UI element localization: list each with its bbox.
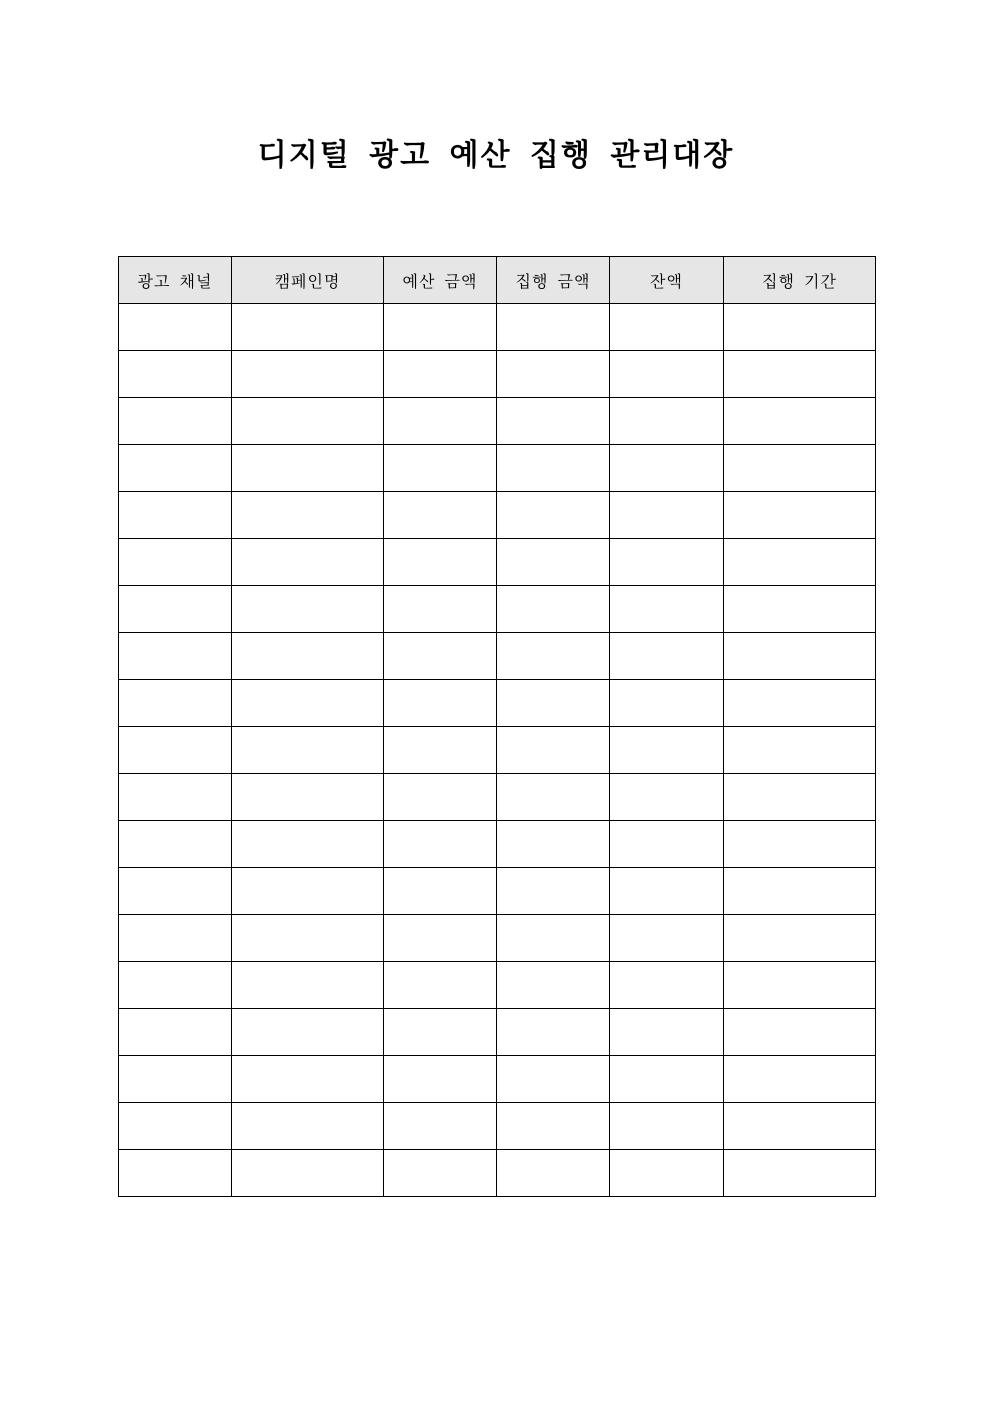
ad-channel-cell[interactable]: [119, 492, 232, 539]
header-campaign-name: 캠페인명: [232, 257, 384, 304]
ad-channel-cell[interactable]: [119, 1103, 232, 1150]
budget-amount-cell[interactable]: [384, 351, 497, 398]
campaign-name-cell[interactable]: [232, 304, 384, 351]
budget-amount-cell[interactable]: [384, 868, 497, 915]
budget-amount-cell[interactable]: [384, 304, 497, 351]
table-row: [119, 492, 876, 539]
table-row: [119, 868, 876, 915]
table-row: [119, 915, 876, 962]
balance-cell[interactable]: [610, 868, 724, 915]
table-body: [119, 304, 876, 1197]
spent-amount-cell[interactable]: [497, 351, 610, 398]
budget-amount-cell[interactable]: [384, 398, 497, 445]
spent-amount-cell[interactable]: [497, 915, 610, 962]
budget-amount-cell[interactable]: [384, 774, 497, 821]
spent-amount-cell[interactable]: [497, 1150, 610, 1197]
campaign-name-cell[interactable]: [232, 727, 384, 774]
period-cell[interactable]: [724, 774, 876, 821]
period-cell[interactable]: [724, 1150, 876, 1197]
ad-channel-cell[interactable]: [119, 962, 232, 1009]
campaign-name-cell[interactable]: [232, 351, 384, 398]
campaign-name-cell[interactable]: [232, 962, 384, 1009]
budget-amount-cell[interactable]: [384, 1009, 497, 1056]
balance-cell[interactable]: [610, 962, 724, 1009]
spent-amount-cell[interactable]: [497, 774, 610, 821]
header-balance: 잔액: [610, 257, 724, 304]
table-header-row: [119, 257, 876, 304]
table-row: [119, 445, 876, 492]
budget-amount-cell[interactable]: [384, 962, 497, 1009]
table-row: [119, 962, 876, 1009]
campaign-name-cell[interactable]: [232, 1103, 384, 1150]
balance-cell[interactable]: [610, 680, 724, 727]
campaign-name-cell[interactable]: [232, 868, 384, 915]
campaign-name-cell[interactable]: [232, 915, 384, 962]
period-cell[interactable]: [724, 304, 876, 351]
spent-amount-cell[interactable]: [497, 727, 610, 774]
campaign-name-cell[interactable]: [232, 539, 384, 586]
balance-cell[interactable]: [610, 398, 724, 445]
budget-amount-cell[interactable]: [384, 727, 497, 774]
campaign-name-cell[interactable]: [232, 398, 384, 445]
campaign-name-cell[interactable]: [232, 1150, 384, 1197]
campaign-name-cell[interactable]: [232, 1009, 384, 1056]
period-cell[interactable]: [724, 586, 876, 633]
table-row: [119, 633, 876, 680]
header-period: 집행 기간: [724, 257, 876, 304]
spent-amount-cell[interactable]: [497, 680, 610, 727]
spent-amount-cell[interactable]: [497, 633, 610, 680]
ad-channel-cell[interactable]: [119, 304, 232, 351]
campaign-name-cell[interactable]: [232, 680, 384, 727]
table-row: [119, 304, 876, 351]
balance-cell[interactable]: [610, 304, 724, 351]
balance-cell[interactable]: [610, 539, 724, 586]
period-cell[interactable]: [724, 398, 876, 445]
table-row: [119, 774, 876, 821]
period-cell[interactable]: [724, 868, 876, 915]
campaign-name-cell[interactable]: [232, 1056, 384, 1103]
ad-channel-cell[interactable]: [119, 398, 232, 445]
balance-cell[interactable]: [610, 351, 724, 398]
spent-amount-cell[interactable]: [497, 445, 610, 492]
campaign-name-cell[interactable]: [232, 633, 384, 680]
ad-channel-cell[interactable]: [119, 821, 232, 868]
spent-amount-cell[interactable]: [497, 586, 610, 633]
balance-cell[interactable]: [610, 1056, 724, 1103]
period-cell[interactable]: [724, 1009, 876, 1056]
balance-cell[interactable]: [610, 727, 724, 774]
balance-cell[interactable]: [610, 821, 724, 868]
table-row: [119, 680, 876, 727]
ad-channel-cell[interactable]: [119, 727, 232, 774]
header-spent-amount: 집행 금액: [497, 257, 610, 304]
budget-amount-cell[interactable]: [384, 680, 497, 727]
table-row: [119, 1056, 876, 1103]
period-cell[interactable]: [724, 492, 876, 539]
budget-amount-cell[interactable]: [384, 633, 497, 680]
ad-channel-cell[interactable]: [119, 586, 232, 633]
campaign-name-cell[interactable]: [232, 445, 384, 492]
table-row: [119, 351, 876, 398]
spent-amount-cell[interactable]: [497, 962, 610, 1009]
balance-cell[interactable]: [610, 774, 724, 821]
balance-cell[interactable]: [610, 1150, 724, 1197]
ad-channel-cell[interactable]: [119, 351, 232, 398]
ad-channel-cell[interactable]: [119, 915, 232, 962]
period-cell[interactable]: [724, 633, 876, 680]
period-cell[interactable]: [724, 1056, 876, 1103]
balance-cell[interactable]: [610, 1009, 724, 1056]
period-cell[interactable]: [724, 821, 876, 868]
table-row: [119, 398, 876, 445]
spent-amount-cell[interactable]: [497, 1009, 610, 1056]
header-budget-amount: 예산 금액: [384, 257, 497, 304]
balance-cell[interactable]: [610, 492, 724, 539]
period-cell[interactable]: [724, 1103, 876, 1150]
ad-channel-cell[interactable]: [119, 445, 232, 492]
budget-amount-cell[interactable]: [384, 1103, 497, 1150]
campaign-name-cell[interactable]: [232, 774, 384, 821]
balance-cell[interactable]: [610, 1103, 724, 1150]
balance-cell[interactable]: [610, 586, 724, 633]
budget-amount-cell[interactable]: [384, 1150, 497, 1197]
budget-amount-cell[interactable]: [384, 445, 497, 492]
period-cell[interactable]: [724, 445, 876, 492]
campaign-name-cell[interactable]: [232, 821, 384, 868]
budget-amount-cell[interactable]: [384, 586, 497, 633]
ad-channel-cell[interactable]: [119, 868, 232, 915]
ad-channel-cell[interactable]: [119, 633, 232, 680]
spent-amount-cell[interactable]: [497, 868, 610, 915]
table-row: [119, 586, 876, 633]
ad-channel-cell[interactable]: [119, 1150, 232, 1197]
budget-amount-cell[interactable]: [384, 1056, 497, 1103]
page-title: 디지털 광고 예산 집행 관리대장: [257, 138, 735, 173]
table-row: [119, 1150, 876, 1197]
campaign-name-cell[interactable]: [232, 586, 384, 633]
spent-amount-cell[interactable]: [497, 398, 610, 445]
period-cell[interactable]: [724, 915, 876, 962]
balance-cell[interactable]: [610, 915, 724, 962]
period-cell[interactable]: [724, 962, 876, 1009]
spent-amount-cell[interactable]: [497, 492, 610, 539]
table-row: [119, 821, 876, 868]
ad-channel-cell[interactable]: [119, 680, 232, 727]
period-cell[interactable]: [724, 727, 876, 774]
period-cell[interactable]: [724, 351, 876, 398]
table-row: [119, 1103, 876, 1150]
spent-amount-cell[interactable]: [497, 821, 610, 868]
budget-amount-cell[interactable]: [384, 821, 497, 868]
budget-amount-cell[interactable]: [384, 492, 497, 539]
spent-amount-cell[interactable]: [497, 1103, 610, 1150]
budget-ledger-table: [118, 256, 876, 1197]
table-row: [119, 539, 876, 586]
spent-amount-cell[interactable]: [497, 1056, 610, 1103]
spent-amount-cell[interactable]: [497, 539, 610, 586]
period-cell[interactable]: [724, 680, 876, 727]
budget-amount-cell[interactable]: [384, 915, 497, 962]
table-row: [119, 727, 876, 774]
header-ad-channel: 광고 채널: [119, 257, 232, 304]
budget-amount-cell[interactable]: [384, 539, 497, 586]
balance-cell[interactable]: [610, 445, 724, 492]
period-cell[interactable]: [724, 539, 876, 586]
ad-channel-cell[interactable]: [119, 1056, 232, 1103]
spent-amount-cell[interactable]: [497, 304, 610, 351]
ad-channel-cell[interactable]: [119, 539, 232, 586]
table-row: [119, 1009, 876, 1056]
ad-channel-cell[interactable]: [119, 774, 232, 821]
ad-channel-cell[interactable]: [119, 1009, 232, 1056]
balance-cell[interactable]: [610, 633, 724, 680]
campaign-name-cell[interactable]: [232, 492, 384, 539]
